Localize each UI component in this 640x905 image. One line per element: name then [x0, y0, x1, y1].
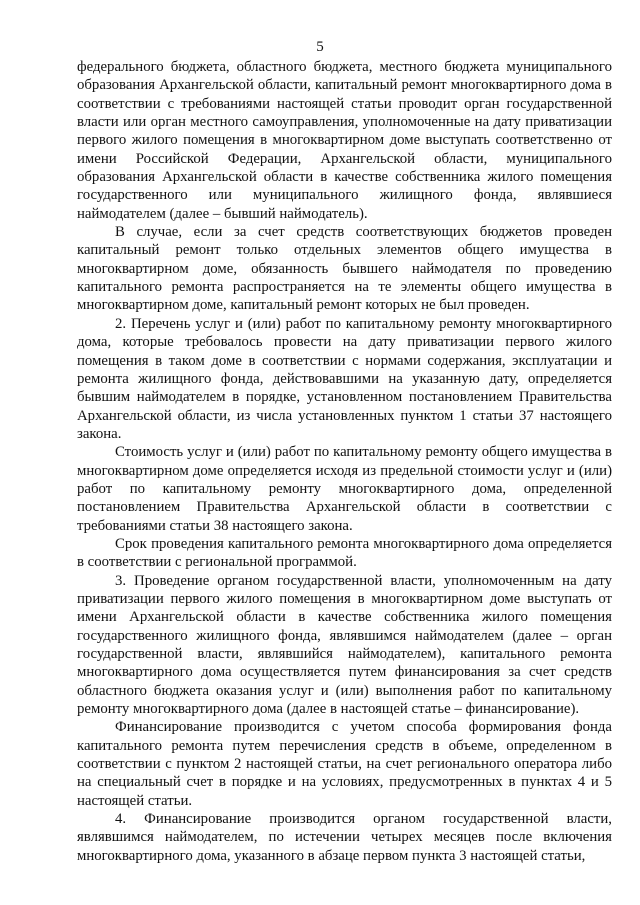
- paragraph: Срок проведения капитального ремонта многоквартирного дома определяется в соответствии с региональной программой.: [77, 535, 612, 571]
- paragraph: В случае, если за счет средств соответствующих бюджетов проведен капитальный ремонт только отдельных элементов общего имущества в многоквартирном доме, обязанность бывшего наймодателя по проведению капитального ремонта распространяется на те элементы общего имущества в многоквартирном доме, капитальный ремонт которых не был проведен.: [77, 224, 612, 314]
- page-number: 5: [316, 39, 324, 55]
- document-body: [77, 58, 612, 865]
- paragraph: Стоимость услуг и (или) работ по капитальному ремонту общего имущества в многоквартирном доме определяется исходя из предельной стоимости услуг и (или) работ по капитальному ремонту многоквартирного дома, определенной постановлением Правительства Архангельской области в соответствии с требованиями статьи 38 настоящего закона.: [77, 444, 612, 534]
- paragraph-continued: федерального бюджета, областного бюджета, местного бюджета муниципального образования Архангельской области, капитальный ремонт многоквартирного дома в соответствии с требованиями настоящей статьи проводит орган государственной власти или орган местного самоуправления, уполномоченные на дату приватизации первого жилого помещения в многоквартирном доме выступать соответственно от имени Российской Федерации, Архангельской области, муниципального образования Архангельской области в качестве собственника жилого помещения государственного или муниципального жилищного фонда, являвшиеся наймодателем (далее – бывший наймодатель).: [77, 59, 612, 222]
- paragraph: Финансирование производится с учетом способа формирования фонда капитального ремонта путем перечисления средств в объеме, определенном в соответствии с пунктом 2 настоящей статьи, на счет регионального оператора либо на специальный счет в порядке и на условиях, предусмотренных в пунктах 4 и 5 настоящей статьи.: [77, 719, 612, 809]
- paragraph-item-2: 2. Перечень услуг и (или) работ по капитальному ремонту многоквартирного дома, которые требовалось провести на дату приватизации первого жилого помещения в таком доме в соответствии с нормами содержания, эксплуатации и ремонта жилищного фонда, действовавшими на указанную дату, определяется бывшим наймодателем в порядке, установленном постановлением Правительства Архангельской области, из числа установленных пунктом 1 статьи 37 настоящего закона.: [77, 315, 612, 442]
- paragraph-item-4: 4. Финансирование производится органом государственной власти, являвшимся наймодателем, по истечении четырех месяцев после включения многоквартирного дома, указанного в абзаце первом пункта 3 настоящей статьи,: [77, 811, 612, 864]
- paragraph-item-3: 3. Проведение органом государственной власти, уполномоченным на дату приватизации первого жилого помещения в многоквартирном доме выступать от имени Архангельской области в качестве собственника жилого помещения государственного жилищного фонда, являвшимся наймодателем (далее – орган государственной власти, являвшийся наймодателем), капитального ремонта многоквартирного дома осуществляется путем финансирования за счет средств областного бюджета оказания услуг и (или) выполнения работ по капитальному ремонту многоквартирного дома (далее в настоящей статье – финансирование).: [77, 572, 612, 718]
